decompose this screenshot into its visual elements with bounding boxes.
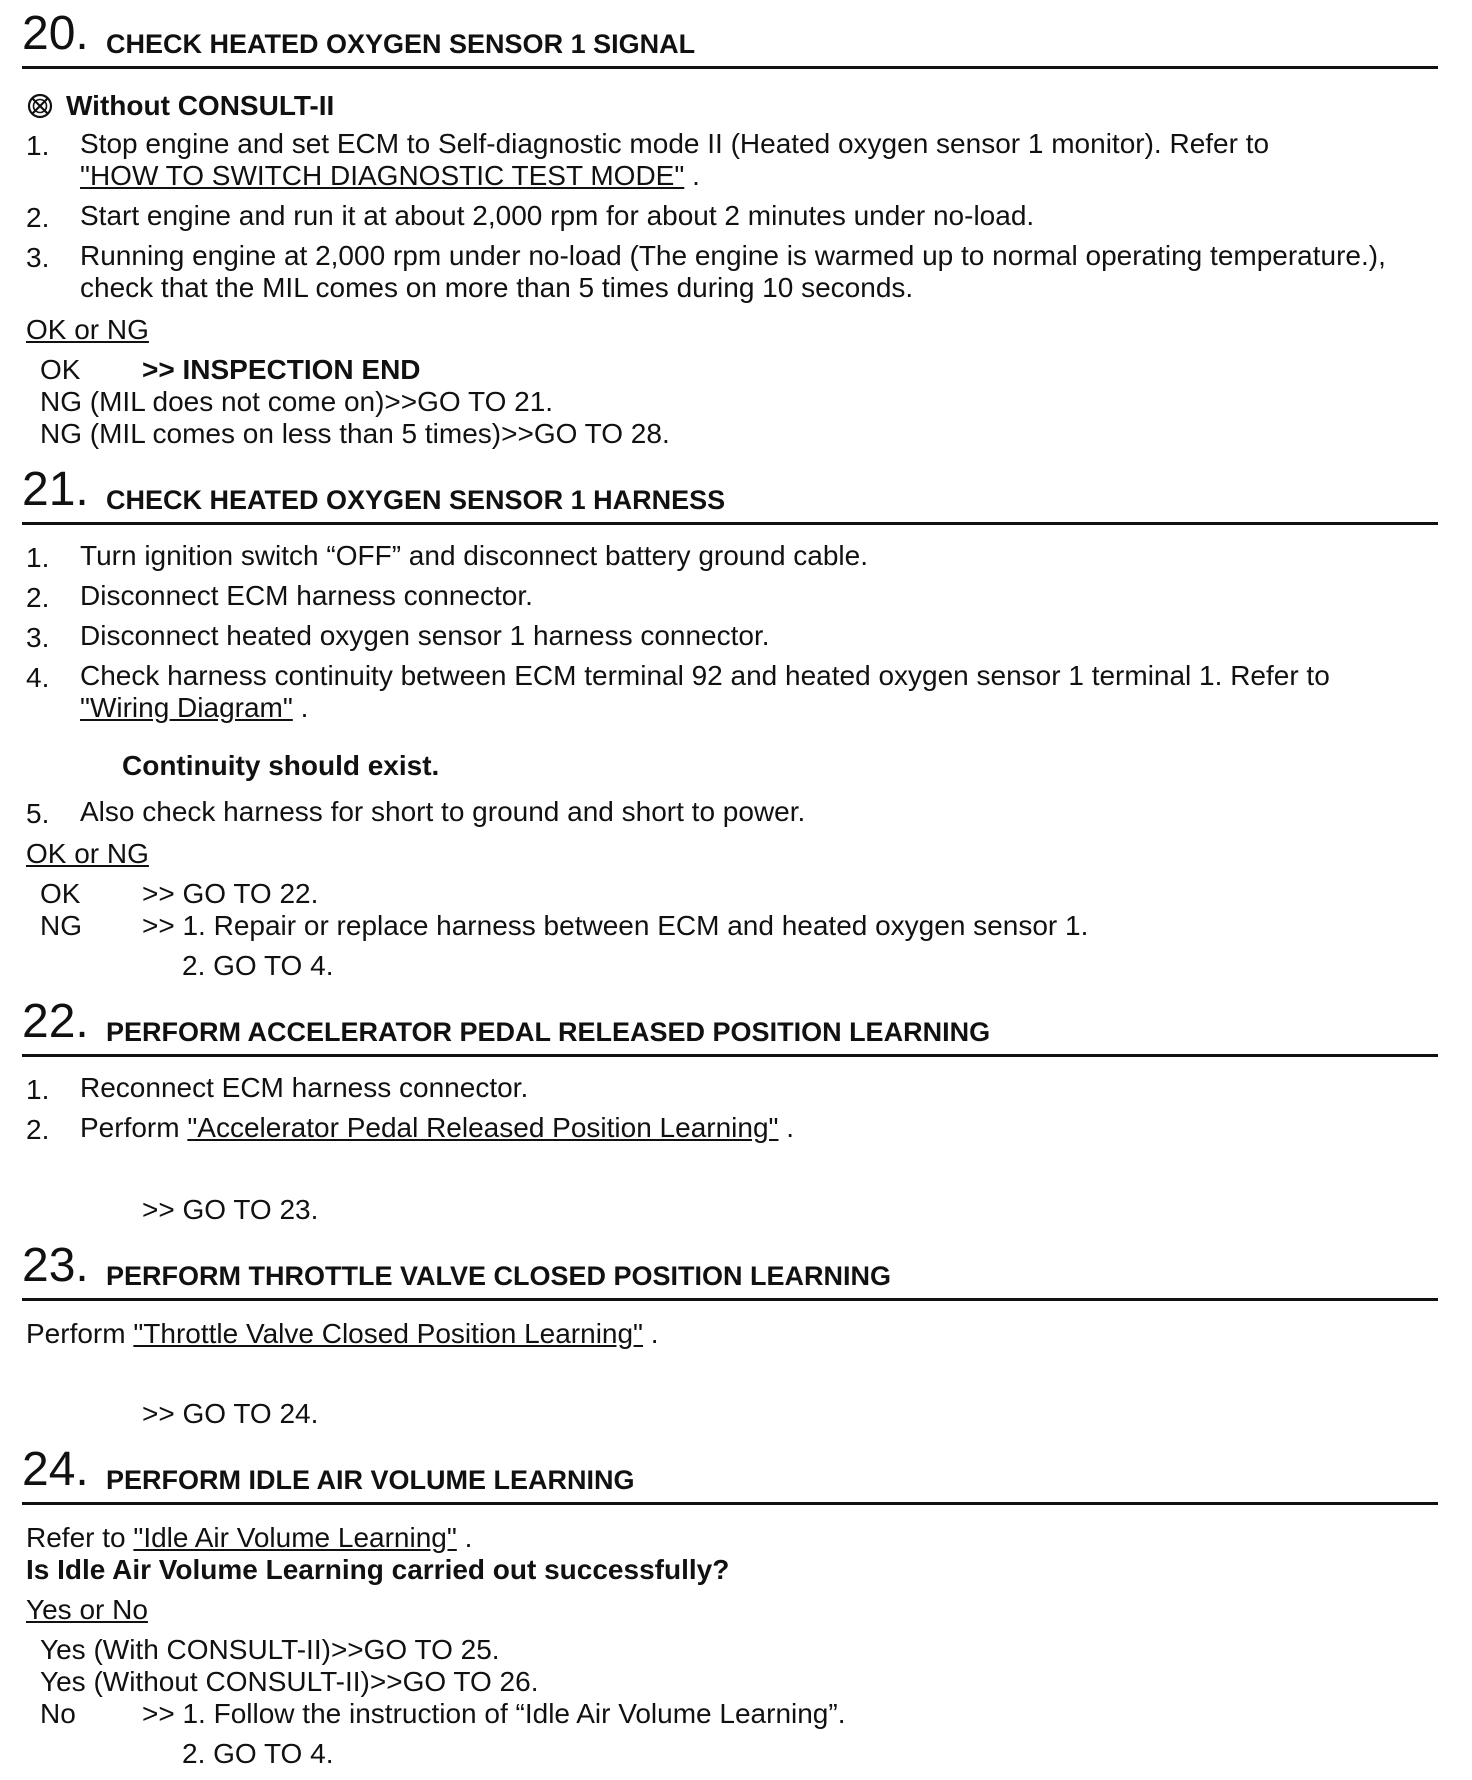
result-ng-substep: 2. GO TO 4. xyxy=(182,950,334,981)
result-no-substep: 2. GO TO 4. xyxy=(182,1738,334,1769)
step-number: 3. xyxy=(26,242,50,273)
step-number: 3. xyxy=(26,622,50,653)
result-header: OK or NG xyxy=(26,838,149,869)
step-number: 1. xyxy=(26,1074,50,1105)
body-suffix: . xyxy=(456,1522,473,1553)
section-23-header xyxy=(22,1239,1438,1294)
result-ok-action: >> GO TO 22. xyxy=(142,878,319,909)
section-20-header xyxy=(22,7,1438,62)
result-ng-label: NG (MIL comes on less than 5 times)>>GO TO 28. xyxy=(40,418,670,449)
result-header: OK or NG xyxy=(26,314,149,345)
body-text xyxy=(26,1320,659,1348)
result-yes-label: Yes (With CONSULT-II)>>GO TO 25. xyxy=(40,1634,500,1665)
step-suffix: . xyxy=(684,160,700,191)
result-ok-label: OK xyxy=(40,878,81,909)
step-text: Reconnect ECM harness connector. xyxy=(80,1072,529,1103)
result-no-action: >> 1. Follow the instruction of “Idle Air Volume Learning”. xyxy=(142,1698,846,1729)
step-suffix: . xyxy=(292,692,309,723)
goto-action: >> GO TO 23. xyxy=(142,1194,319,1225)
section-title: CHECK HEATED OXYGEN SENSOR 1 SIGNAL xyxy=(106,29,696,59)
result-header: Yes or No xyxy=(26,1594,148,1625)
step-text xyxy=(80,1112,1440,1144)
step-text: Also check harness for short to ground and short to power. xyxy=(80,796,806,827)
result-ng-label: NG xyxy=(40,910,82,941)
step-text xyxy=(80,660,1440,724)
body-prefix: Refer to xyxy=(26,1522,134,1553)
section-24-header xyxy=(22,1443,1438,1498)
section-divider xyxy=(22,1502,1438,1505)
result-ok-action: >> INSPECTION END xyxy=(142,354,421,385)
step-number: 4. xyxy=(26,662,50,693)
result-yes-label: Yes (Without CONSULT-II)>>GO TO 26. xyxy=(40,1666,539,1697)
result-ng-label: NG (MIL does not come on)>>GO TO 21. xyxy=(40,386,554,417)
section-22-header xyxy=(22,995,1438,1050)
step-number: 1. xyxy=(26,130,50,161)
step-text: Turn ignition switch “OFF” and disconnect battery ground cable. xyxy=(80,540,869,571)
no-consult-icon xyxy=(26,92,54,120)
step-text: Disconnect ECM harness connector. xyxy=(80,580,533,611)
section-divider xyxy=(22,1298,1438,1301)
section-divider xyxy=(22,1054,1438,1057)
section-title: PERFORM THROTTLE VALVE CLOSED POSITION LEARNING xyxy=(106,1261,892,1291)
step-number: 1. xyxy=(26,542,50,573)
section-number: 24. xyxy=(22,1443,89,1496)
section-number: 23. xyxy=(22,1239,89,1292)
result-no-label: No xyxy=(40,1698,76,1729)
throttle-learning-link[interactable]: "Throttle Valve Closed Position Learning" xyxy=(133,1318,643,1349)
section-divider xyxy=(22,522,1438,525)
accelerator-learning-link[interactable]: "Accelerator Pedal Released Position Learning" xyxy=(187,1112,779,1143)
step-body: Stop engine and set ECM to Self-diagnostic mode II (Heated oxygen sensor 1 monitor). Refer to xyxy=(80,128,1270,159)
step-number: 2. xyxy=(26,202,50,233)
step-number: 5. xyxy=(26,798,50,829)
section-title: PERFORM IDLE AIR VOLUME LEARNING xyxy=(106,1465,635,1495)
step-suffix: . xyxy=(778,1112,795,1143)
step-body: Perform xyxy=(80,1112,188,1143)
section-number: 21. xyxy=(22,463,89,516)
step-text xyxy=(80,128,1440,192)
continuity-note: Continuity should exist. xyxy=(122,750,440,781)
mode-label: Without CONSULT-II xyxy=(66,90,335,121)
body-prefix: Perform xyxy=(26,1318,134,1349)
question-text: Is Idle Air Volume Learning carried out successfully? xyxy=(26,1554,730,1585)
diagnostic-mode-link[interactable]: "HOW TO SWITCH DIAGNOSTIC TEST MODE" xyxy=(80,160,685,191)
step-text: Disconnect heated oxygen sensor 1 harness connector. xyxy=(80,620,770,651)
body-suffix: . xyxy=(643,1318,659,1349)
idle-air-learning-link[interactable]: "Idle Air Volume Learning" xyxy=(133,1522,457,1553)
section-number: 22. xyxy=(22,995,89,1048)
step-text: Start engine and run it at about 2,000 rpm for about 2 minutes under no-load. xyxy=(80,200,1035,231)
goto-action: >> GO TO 24. xyxy=(142,1398,319,1429)
result-ok-label: OK xyxy=(40,354,81,385)
section-21-header xyxy=(22,463,1438,518)
section-title: PERFORM ACCELERATOR PEDAL RELEASED POSITION LEARNING xyxy=(106,1017,991,1047)
step-text: Running engine at 2,000 rpm under no-load (The engine is warmed up to normal operating temperature.), check that the MIL comes on more than 5 times during 10 seconds. xyxy=(80,240,1386,303)
body-text xyxy=(26,1524,472,1552)
section-title: CHECK HEATED OXYGEN SENSOR 1 HARNESS xyxy=(106,485,726,515)
step-body: Check harness continuity between ECM terminal 92 and heated oxygen sensor 1 terminal 1. Refer to xyxy=(80,660,1330,691)
wiring-diagram-link[interactable]: "Wiring Diagram" xyxy=(80,692,293,723)
step-number: 2. xyxy=(26,582,50,613)
result-ng-action: >> 1. Repair or replace harness between ECM and heated oxygen sensor 1. xyxy=(142,910,1089,941)
section-divider xyxy=(22,66,1438,69)
step-number: 2. xyxy=(26,1114,50,1145)
section-number: 20. xyxy=(22,7,89,60)
